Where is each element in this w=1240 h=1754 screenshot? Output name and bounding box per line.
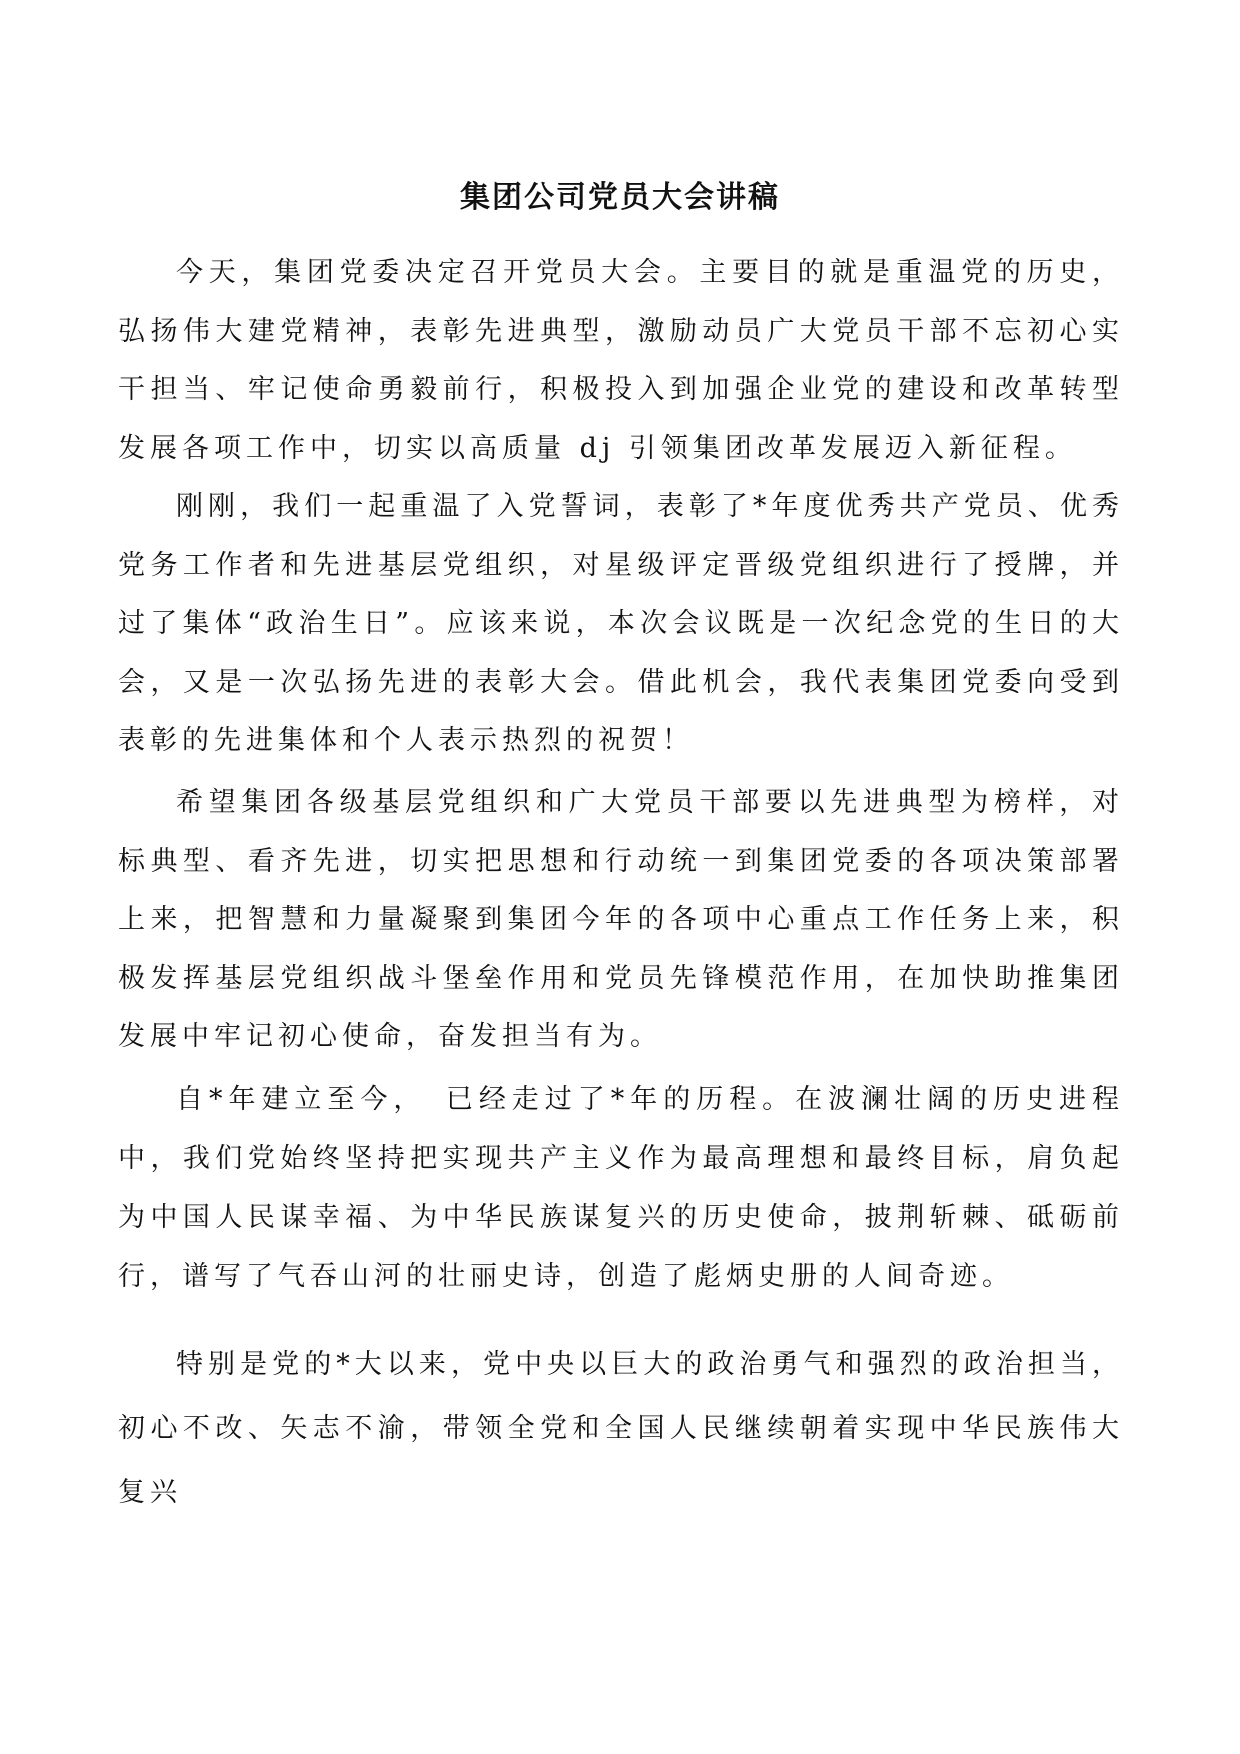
paragraph-5: 特别是党的*大以来，党中央以巨大的政治勇气和强烈的政治担当，初心不改、矢志不渝，带领全党和全国人民继续朝着实现中华民族伟大复兴: [118, 1349, 1124, 1508]
paragraph-2: 刚刚，我们一起重温了入党誓词，表彰了*年度优秀共产党员、优秀党务工作者和先进基层党组织，对星级评定晋级党组织进行了授牌，并过了集体“政治生日”。应该来说，本次会议既是一次纪念党的生日的大会，又是一次弘扬先进的表彰大会。借此机会，我代表集团党委向受到表彰的先进集体和个人表示热烈的祝贺！: [118, 491, 1124, 757]
paragraph-1: 今天，集团党委决定召开党员大会。主要目的就是重温党的历史，弘扬伟大建党精神，表彰先进典型，激励动员广大党员干部不忘初心实干担当、牢记使命勇毅前行，积极投入到加强企业党的建设和改革转型发展各项工作中，切实以高质量 dj 引领集团改革发展迈入新征程。: [118, 257, 1124, 465]
document-title: 集团公司党员大会讲稿: [460, 180, 780, 215]
paragraph-3: 希望集团各级基层党组织和广大党员干部要以先进典型为榜样，对标典型、看齐先进，切实把思想和行动统一到集团党委的各项决策部署上来，把智慧和力量凝聚到集团今年的各项中心重点工作任务上来，积极发挥基层党组织战斗堡垒作用和党员先锋模范作用，在加快助推集团发展中牢记初心使命，奋发担当有为。: [118, 787, 1124, 1053]
paragraph-4: 自*年建立至今， 已经走过了*年的历程。在波澜壮阔的历史进程中，我们党始终坚持把实现共产主义作为最高理想和最终目标，肩负起为中国人民谋幸福、为中华民族谋复兴的历史使命，披荆斩棘、砥砺前行，谱写了气吞山河的壮丽史诗，创造了彪炳史册的人间奇迹。: [118, 1084, 1124, 1292]
